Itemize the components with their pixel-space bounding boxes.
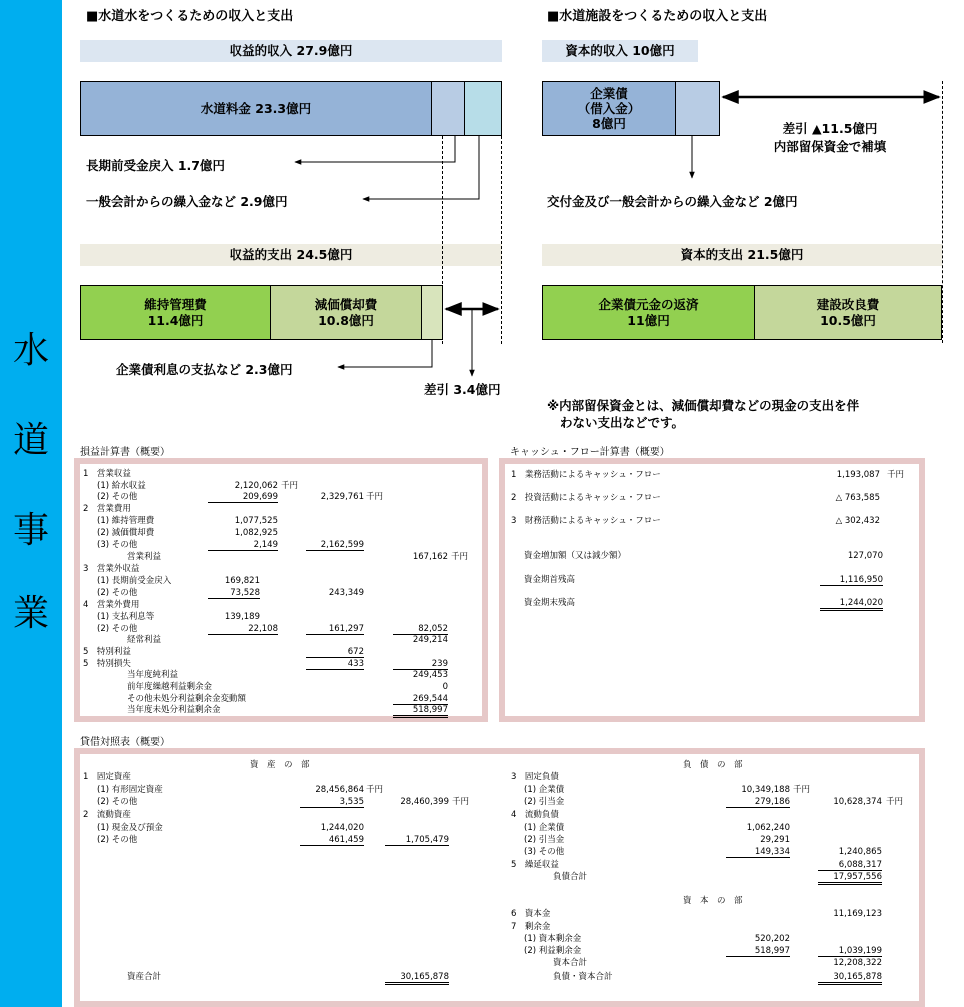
- is-value: 73,528: [208, 588, 260, 599]
- bs-label: 2 流動資産: [83, 810, 131, 820]
- is-label: (2) その他: [97, 492, 138, 502]
- bs-label: 1 固定資産: [83, 772, 131, 782]
- income-band: 収益的収入 27.9億円: [80, 40, 502, 62]
- grant-note: 交付金及び一般会計からの繰入金など 2億円: [547, 194, 798, 209]
- is-label: 5 特別損失: [83, 659, 131, 669]
- is-label: (1) 維持管理費: [97, 516, 155, 526]
- bs-label: (2) 利益剰余金: [524, 946, 582, 956]
- bs-value: 17,957,556: [818, 872, 882, 885]
- balance-sheet-title: 貸借対照表（概要）: [80, 737, 170, 748]
- construction-box: [754, 285, 942, 340]
- bs-label: 資産合計: [127, 972, 162, 982]
- cf-label: 資金増加額（又は減少額）: [524, 551, 627, 561]
- water-fee-box: 水道料金 23.3億円: [80, 81, 432, 136]
- bs-value: 6,088,317: [818, 860, 882, 871]
- is-label: その他未処分利益剰余金変動額: [127, 694, 247, 704]
- is-value: 2,149: [208, 540, 278, 551]
- bs-value: 12,208,322: [833, 958, 882, 968]
- bs-value: 1,705,479: [385, 835, 449, 846]
- depreciation-label: 減価償却費: [314, 296, 378, 312]
- interest-note: 企業債利息の支払など 2.3億円: [116, 362, 293, 377]
- maintenance-amount: 11.4億円: [147, 312, 204, 328]
- bs-label: 負債合計: [553, 872, 588, 882]
- is-label: (1) 長期前受金戻入: [97, 576, 172, 586]
- bs-label: 3 固定負債: [511, 772, 559, 782]
- bs-value: 3,535: [300, 797, 364, 808]
- right-diff-note: [720, 120, 940, 156]
- bs-value: 11,169,123: [833, 909, 882, 919]
- is-value: 209,699: [208, 492, 278, 503]
- bs-value: 30,165,878: [385, 972, 449, 985]
- is-label: 当年度未処分利益剰余金: [127, 705, 221, 715]
- is-unit: 千円: [451, 552, 469, 562]
- bs-label: 資本合計: [553, 958, 588, 968]
- is-unit: 千円: [366, 492, 384, 502]
- cash-flow-title: キャッシュ・フロー計算書（概要）: [510, 447, 670, 458]
- is-value: 82,052: [393, 624, 448, 635]
- bond-amount: 8億円: [592, 116, 626, 131]
- construction-label: 建設改良費: [816, 296, 880, 312]
- cf-label: 1 業務活動によるキャッシュ・フロー: [511, 470, 661, 480]
- is-label: 5 特別利益: [83, 647, 131, 657]
- redemption-amount: 11億円: [627, 312, 670, 328]
- bs-value: 28,456,864: [315, 785, 364, 795]
- bs-value: 10,628,374: [833, 797, 882, 807]
- bond-label: 企業債: [590, 86, 628, 101]
- left-diagram-heading: ■水道水をつくるための収入と支出: [86, 9, 294, 24]
- is-value: 518,997: [393, 705, 448, 718]
- bs-label: (2) その他: [97, 797, 138, 807]
- footnote-line-1: ※内部留保資金とは、減価償却費などの現金の支出を伴: [547, 398, 860, 413]
- is-label: (1) 給水収益: [97, 481, 146, 491]
- bs-unit: 千円: [886, 797, 904, 807]
- bs-label: 4 流動負債: [511, 810, 559, 820]
- bs-label: (2) その他: [97, 835, 138, 845]
- is-value: 139,189: [224, 612, 260, 622]
- bs-value: 149,334: [726, 847, 790, 858]
- sidebar-title-char: 道: [12, 420, 49, 461]
- is-value: 169,821: [224, 576, 260, 586]
- bond-sub-label: （借入金）: [577, 101, 641, 116]
- right-diff-explain: 内部留保資金で補填: [773, 139, 887, 154]
- bs-value: 279,186: [726, 797, 790, 808]
- right-diff-amount: 差引 ▲11.5億円: [782, 121, 878, 136]
- is-value: 1,077,525: [234, 516, 278, 526]
- bs-value: 10,349,188: [741, 785, 790, 795]
- bs-section-header: 資 産 の 部: [250, 760, 310, 770]
- is-value: 167,162: [412, 552, 448, 562]
- is-label: (2) その他: [97, 624, 138, 634]
- bs-value: 520,202: [754, 934, 790, 944]
- long-term-note: 長期前受金戻入 1.7億円: [86, 158, 225, 173]
- left-connector-lines: [0, 0, 964, 440]
- right-diagram-heading: ■水道施設をつくるための収入と支出: [547, 9, 768, 24]
- is-value: 249,453: [412, 670, 448, 680]
- bs-value: 1,062,240: [746, 823, 790, 833]
- bs-label: (1) 企業債: [524, 823, 565, 833]
- redemption-box: [542, 285, 755, 340]
- cf-value: 127,070: [847, 551, 883, 561]
- bs-value: 30,165,878: [818, 972, 882, 985]
- cf-label: 資金期末残高: [524, 598, 576, 608]
- is-value: 243,349: [328, 588, 364, 598]
- redemption-label: 企業債元金の返済: [598, 296, 699, 312]
- cf-label: 2 投資活動によるキャッシュ・フロー: [511, 493, 661, 503]
- expense-band: 収益的支出 24.5億円: [80, 244, 502, 266]
- is-value: 269,544: [393, 694, 448, 705]
- bs-unit: 千円: [452, 797, 470, 807]
- is-value: 0: [442, 682, 448, 692]
- bond-box: [542, 81, 676, 136]
- bs-unit: 千円: [793, 785, 811, 795]
- construction-amount: 10.5億円: [820, 312, 876, 328]
- cf-label: 資金期首残高: [524, 575, 576, 585]
- grant-box: [675, 81, 720, 136]
- dashed-line: [942, 81, 943, 343]
- cf-unit: 千円: [887, 470, 905, 480]
- bs-label: (1) 企業債: [524, 785, 565, 795]
- bs-label: 7 剰余金: [511, 922, 551, 932]
- cf-value: 1,116,950: [820, 575, 883, 586]
- is-label: (2) 減価償却費: [97, 528, 155, 538]
- is-value: 1,082,925: [234, 528, 278, 538]
- is-label: 3 営業外収益: [83, 564, 140, 574]
- cf-value: △ 302,432: [835, 516, 880, 526]
- bs-section-header: 負 債 の 部: [683, 760, 743, 770]
- bs-label: 6 資本金: [511, 909, 551, 919]
- is-label: 2 営業費用: [83, 504, 131, 514]
- depreciation-amount: 10.8億円: [318, 312, 374, 328]
- is-label: 前年度繰越利益剰余金: [127, 682, 213, 692]
- is-label: 4 営業外費用: [83, 600, 140, 610]
- sidebar-title-char: 事: [12, 510, 49, 551]
- is-value: 672: [306, 647, 364, 658]
- sidebar-title-char: 業: [12, 593, 49, 634]
- general-transfer-note: 一般会計からの繰入金など 2.9億円: [86, 194, 288, 209]
- is-label: (3) その他: [97, 540, 138, 550]
- capital-expense-band: 資本的支出 21.5億円: [542, 244, 942, 266]
- bs-value: 1,240,865: [838, 847, 882, 857]
- bs-value: 1,244,020: [320, 823, 364, 833]
- bs-label: 負債・資本合計: [553, 972, 613, 982]
- bs-label: (1) 有形固定資産: [97, 785, 163, 795]
- is-label: (2) その他: [97, 588, 138, 598]
- capital-income-band: 資本的収入 10億円: [542, 40, 698, 62]
- is-value: 2,120,062: [234, 481, 278, 491]
- bs-label: (2) 引当金: [524, 797, 565, 807]
- is-label: 営業利益: [127, 552, 162, 562]
- bs-label: (1) 現金及び預金: [97, 823, 163, 833]
- is-label: (1) 支払利息等: [97, 612, 155, 622]
- bs-value: 29,291: [760, 835, 790, 845]
- bs-label: (1) 資本剰余金: [524, 934, 582, 944]
- bs-value: 28,460,399: [400, 797, 449, 807]
- is-value: 433: [306, 659, 364, 670]
- maintenance-label: 維持管理費: [144, 296, 207, 312]
- cf-label: 3 財務活動によるキャッシュ・フロー: [511, 516, 661, 526]
- footnote: [547, 397, 859, 431]
- is-value: 249,214: [412, 635, 448, 645]
- bs-value: 1,039,199: [818, 946, 882, 957]
- bs-label: (2) 引当金: [524, 835, 565, 845]
- footnote-line-2: わない支出などです。: [560, 415, 685, 430]
- is-unit: 千円: [281, 481, 299, 491]
- bs-value: 518,997: [726, 946, 790, 957]
- cf-value: 1,193,087: [836, 470, 880, 480]
- bs-label: 5 繰延収益: [511, 860, 559, 870]
- bs-section-header: 資 本 の 部: [683, 896, 743, 906]
- is-value: 239: [393, 659, 448, 670]
- cf-value: 1,244,020: [820, 598, 883, 611]
- is-value: 22,108: [208, 624, 278, 635]
- sidebar-title-char: 水: [12, 330, 49, 371]
- cf-value: △ 763,585: [835, 493, 880, 503]
- is-value: 2,162,599: [306, 540, 364, 551]
- bs-value: 461,459: [300, 835, 364, 846]
- bs-label: (3) その他: [524, 847, 565, 857]
- income-statement-title: 損益計算書（概要）: [80, 447, 170, 458]
- is-label: 当年度純利益: [127, 670, 179, 680]
- is-label: 1 営業収益: [83, 469, 131, 479]
- is-value: 2,329,761: [320, 492, 364, 502]
- is-label: 経常利益: [127, 635, 162, 645]
- bs-unit: 千円: [366, 785, 384, 795]
- left-diff-note: 差引 3.4億円: [424, 382, 501, 397]
- is-value: 161,297: [306, 624, 364, 635]
